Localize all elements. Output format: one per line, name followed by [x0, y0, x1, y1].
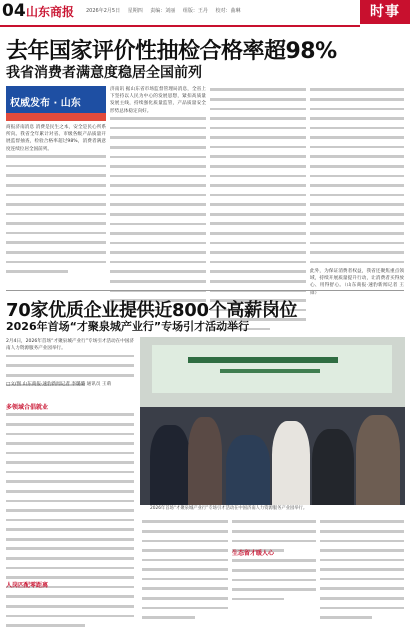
story1-headline: 去年国家评价性抽检合格率超98% [6, 39, 337, 64]
person-silhouette [226, 435, 270, 505]
person-silhouette [188, 417, 222, 505]
story-divider [6, 290, 404, 291]
section-head-2: 人岗匹配零距离 [6, 582, 49, 589]
story1-body-4: 此外，为保证消费者权益，我省还聚焦重点领域，持续开展质量提升行动，让消费者买得放心、用得舒心。（山东商报·速豹新闻记者 王锋） [310, 268, 404, 296]
editor: 责编：刘丽 [150, 8, 176, 14]
story1-subheadline: 我省消费者满意度稳居全国前列 [6, 65, 202, 81]
person-silhouette [356, 415, 400, 505]
story2-column-3b [232, 557, 316, 599]
job-fair-photo [140, 337, 405, 505]
story2-byline: □文/图 山东商报·速豹新闻记者 李璐璐 通讯员 王萌 [6, 382, 112, 387]
newspaper-name: 山东商报 [26, 5, 75, 19]
masthead-rule [0, 25, 360, 27]
story1-column-2 [110, 86, 206, 284]
banner-strip [6, 113, 106, 121]
story2-column-2 [142, 518, 228, 598]
story2-column-1 [6, 411, 134, 577]
story1-column-4 [310, 86, 404, 296]
photo-caption: 2026年首场“才聚泉城产业行”专场引才活动在中国济南人力资源服务产业园举行。 [150, 506, 308, 511]
proofreader: 校对：曲琳 [215, 8, 241, 14]
banner-label: 权威发布 · 山东 [10, 98, 81, 109]
story2-headline: 70家优质企业提供近800个高薪岗位 [6, 300, 298, 321]
person-silhouette [312, 429, 354, 505]
story2-column-4 [320, 518, 404, 598]
story1-intro: 商报济南消息 消费是民生之本，安全是民心所系所向。我省全年累计对省、市级各级产品质量开展监督抽查，检验合格率超过98%，消费者满意度连续位居全国前列。 [6, 125, 106, 152]
masthead [0, 0, 410, 26]
backdrop-title-block [188, 357, 338, 363]
crowd [140, 407, 405, 505]
story1-column-3 [210, 86, 306, 284]
story1-column-1 [6, 124, 106, 284]
issue-weekday: 星期四 [127, 8, 143, 14]
section-tag: 时事 [360, 0, 410, 24]
masthead-meta [86, 7, 247, 14]
section-head-1: 多领域合倡就业 [6, 404, 49, 411]
layout-editor: 组版：王丹 [182, 8, 208, 14]
page-number: 04 [2, 1, 26, 21]
story2-column-3a [232, 518, 316, 546]
story2-subheadline: 2026年首场“才聚泉城产业行”专场引才活动举行 [6, 320, 250, 333]
column-banner [6, 86, 106, 121]
backdrop-subtitle-block [220, 369, 320, 373]
section-head-3: 生态留才暖人心 [232, 550, 275, 557]
story1-body-2: 济南讯 据山东省市场监督管理局消息，全省上下坚持以人民为中心的发展思想，紧扣高质量发展主线，持续强化质量监管，产品质量安全形势总体稳定向好。 [110, 87, 206, 114]
story2-lead [6, 338, 134, 382]
issue-date: 2026年2月5日 [86, 8, 121, 14]
person-silhouette [272, 421, 310, 505]
story2-lead-text: 2月4日，2026年首场“才聚泉城产业行”专场引才活动在中国济南人力资源服务产业园举行。 [6, 339, 134, 352]
person-silhouette [150, 425, 190, 505]
